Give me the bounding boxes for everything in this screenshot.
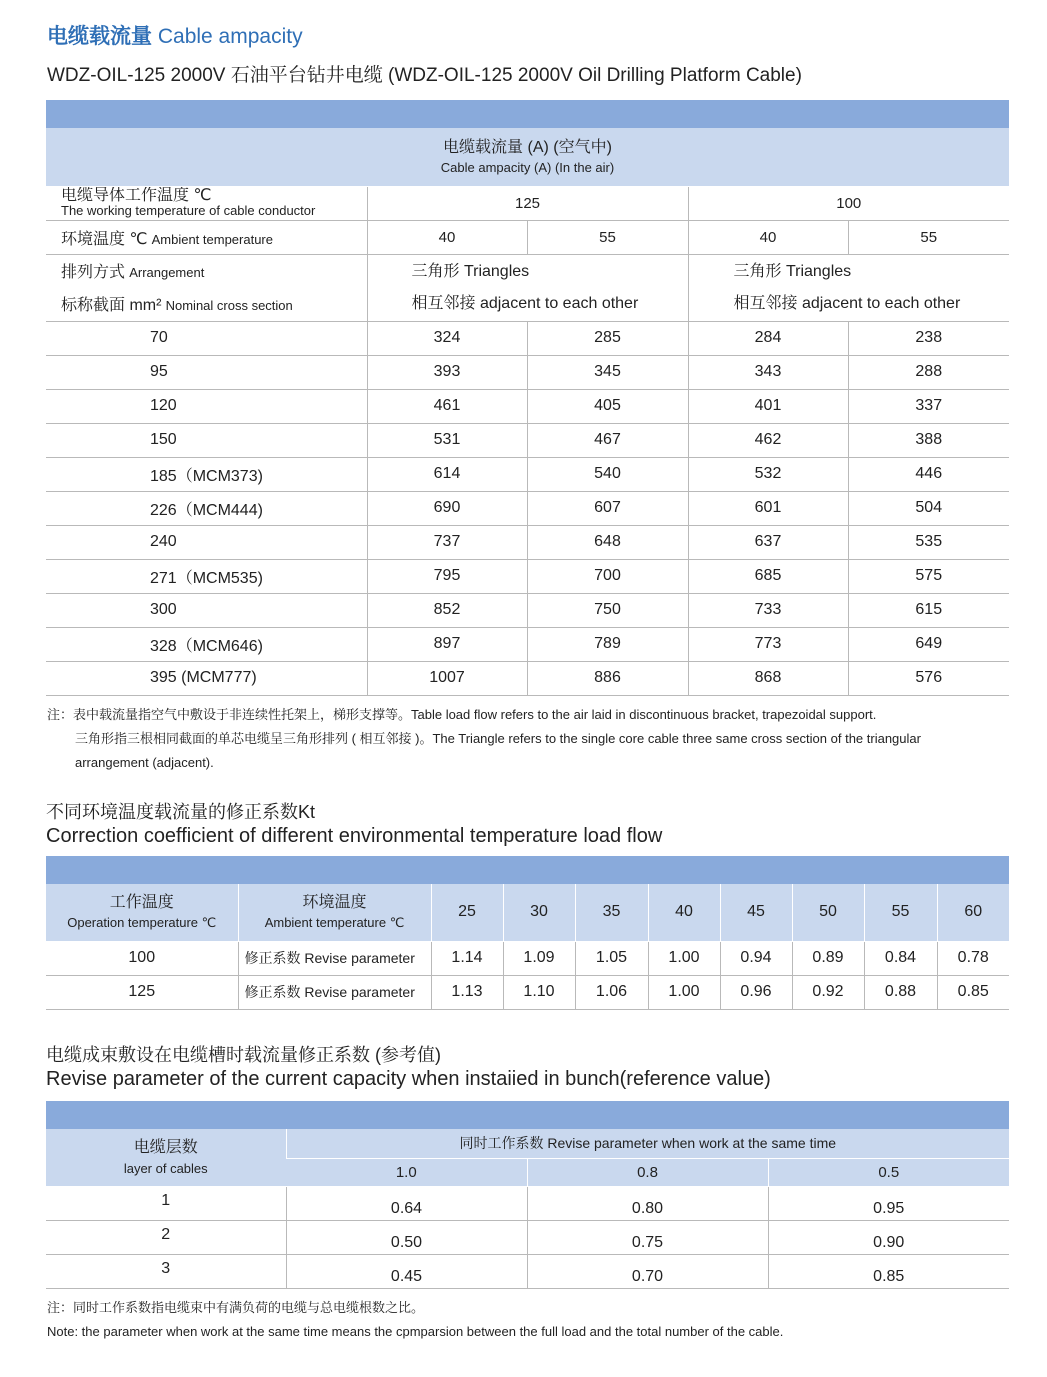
caption-en: Cable ampacity (A) (In the air) [440,159,615,175]
ambient-temp-col: 40 [648,884,720,941]
ampacity-cell: 288 [848,355,1009,389]
ampacity-cell: 789 [527,627,688,661]
ampacity-cell: 601 [688,491,848,525]
ampacity-cell: 535 [848,525,1009,559]
ambient-temp-col: 45 [720,884,792,941]
ambient-temp-col: 30 [503,884,575,941]
table-row [46,389,1009,423]
ampacity-cell: 649 [848,627,1009,661]
cross-section-cell: 120 [46,389,367,423]
correction-value-cell: 0.85 [937,975,1009,1009]
ampacity-cell: 607 [527,491,688,525]
correction-title-cn: 不同环境温度载流量的修正系数Kt [46,802,316,822]
table-row [46,525,1009,559]
arrangement-125 [367,254,688,321]
operation-temp-header [46,884,238,941]
table-row [46,559,1009,593]
correction-table [46,856,1009,1010]
ambient-temp-col: 50 [792,884,864,941]
table-row [46,423,1009,457]
ampacity-cell: 750 [527,593,688,627]
table-row [46,355,1009,389]
cross-section-cn: 标称截面 mm² [61,297,162,315]
title-cn: 电缆载流量 [47,25,152,48]
ampacity-cell: 852 [367,593,527,627]
bunch-note [47,1296,783,1344]
cross-section-cell: 271（MCM535) [46,559,367,593]
correction-title-en: Correction coefficient of different environmental temperature load flow [46,825,663,847]
correction-value-cell: 0.78 [937,941,1009,975]
arrangement-line1: 三角形 Triangles [411,262,530,280]
bunch-value-cell: 0.50 [286,1220,527,1254]
correction-value-cell: 1.14 [431,941,503,975]
ampacity-cell: 575 [848,559,1009,593]
ampacity-cell: 461 [367,389,527,423]
ampacity-cell: 284 [688,321,848,355]
layer-header [46,1129,286,1186]
correction-value-cell: 0.89 [792,941,864,975]
table-band [46,856,1009,884]
temp-125: 125 [367,186,688,220]
correction-value-cell: 0.96 [720,975,792,1009]
bunch-note-cn: 注：同时工作系数指电缆束中有满负荷的电缆与总电缆根数之比。 [47,1300,425,1315]
ambient-temp-col: 55 [864,884,937,941]
ampacity-note [47,703,921,775]
cross-section-en: Nominal cross section [165,298,293,314]
arrangement-line2: 相互邻接 adjacent to each other [411,294,639,312]
ampacity-cell: 773 [688,627,848,661]
table-row [46,321,1009,355]
page-subtitle: WDZ-OIL-125 2000V 石油平台钻井电缆 (WDZ-OIL-125 2000V Oil Drilling Platform Cable) [47,65,802,86]
bunch-value-cell: 0.75 [527,1220,768,1254]
ampacity-caption [46,128,1009,186]
bunch-title-cn: 电缆成束敷设在电缆槽时载流量修正系数 (参考值) [46,1045,441,1065]
operation-temp-cell: 125 [46,975,238,1009]
ampacity-cell: 614 [367,457,527,491]
working-temp-en: The working temperature of cable conductor [61,203,316,218]
revise-parameter-label: 修正系数 Revise parameter [238,941,431,975]
arrangement-100 [688,254,1009,321]
bunch-table [46,1101,1009,1289]
working-temp-label [46,186,367,220]
ampacity-cell: 324 [367,321,527,355]
ampacity-cell: 467 [527,423,688,457]
cross-section-cell: 240 [46,525,367,559]
ambient-cn: 环境温度 ℃ [61,230,148,248]
ampacity-cell: 615 [848,593,1009,627]
cross-section-cell: 395 (MCM777) [46,661,367,695]
ampacity-cell: 868 [688,661,848,695]
working-temp-cn: 电缆导体工作温度 ℃ [61,187,212,204]
ampacity-cell: 388 [848,423,1009,457]
ampacity-cell: 737 [367,525,527,559]
ampacity-cell: 690 [367,491,527,525]
operation-temp-cn: 工作温度 [109,894,174,912]
ambient-value: 40 [367,220,527,254]
ampacity-cell: 504 [848,491,1009,525]
arrangement-en: Arrangement [129,265,205,281]
temp-100: 100 [688,186,1009,220]
bunch-value-cell: 0.80 [527,1186,768,1220]
ambient-temp-col: 60 [937,884,1009,941]
correction-value-cell: 1.00 [648,975,720,1009]
ampacity-cell: 685 [688,559,848,593]
bunch-note-en: Note: the parameter when work at the same time means the cpmparsion between the full load and the total number of the cable. [47,1324,784,1339]
factor-header: 0.5 [768,1158,1009,1186]
bunch-value-cell: 0.85 [768,1254,1009,1288]
cross-section-cell: 185（MCM373) [46,457,367,491]
ampacity-cell: 700 [527,559,688,593]
correction-value-cell: 1.13 [431,975,503,1009]
ampacity-cell: 576 [848,661,1009,695]
ampacity-cell: 405 [527,389,688,423]
ampacity-cell: 401 [688,389,848,423]
ambient-temp-col: 35 [575,884,648,941]
factor-header: 1.0 [286,1158,527,1186]
cross-section-cell: 328（MCM646) [46,627,367,661]
layer-en: layer of cables [123,1161,208,1177]
ampacity-cell: 532 [688,457,848,491]
table-row [46,1220,1009,1254]
ampacity-cell: 540 [527,457,688,491]
correction-value-cell: 0.84 [864,941,937,975]
factor-header: 0.8 [527,1158,768,1186]
layer-cell: 2 [46,1220,286,1254]
correction-value-cell: 1.09 [503,941,575,975]
table-row [46,593,1009,627]
ampacity-cell: 393 [367,355,527,389]
ambient-temp-en: Ambient temperature ℃ [264,915,405,931]
caption-cn: 电缆载流量 (A) (空气中) [443,138,612,156]
ampacity-cell: 637 [688,525,848,559]
operation-temp-cell: 100 [46,941,238,975]
ampacity-cell: 446 [848,457,1009,491]
ambient-value: 55 [527,220,688,254]
correction-value-cell: 0.94 [720,941,792,975]
title-en: Cable ampacity [157,25,303,48]
page-title [47,20,303,50]
table-band [46,1101,1009,1129]
table-row [46,661,1009,695]
note-line: arrangement (adjacent). [75,755,214,770]
cross-section-cell: 150 [46,423,367,457]
ampacity-cell: 648 [527,525,688,559]
operation-temp-en: Operation temperature ℃ [67,915,217,931]
table-row [46,975,1009,1009]
ambient-en: Ambient temperature [151,231,273,247]
arrangement-label [46,254,367,287]
ampacity-cell: 795 [367,559,527,593]
ampacity-cell: 337 [848,389,1009,423]
bunch-value-cell: 0.95 [768,1186,1009,1220]
cross-section-cell: 95 [46,355,367,389]
correction-value-cell: 1.00 [648,941,720,975]
table-band [46,100,1009,128]
bunch-section-title [46,1043,771,1091]
ampacity-cell: 285 [527,321,688,355]
ampacity-cell: 462 [688,423,848,457]
note-line: 三角形指三根相同截面的单芯电缆呈三角形排列 ( 相互邻接 )。The Triangle refers to the single core cable three same cross section of the triangular [75,731,921,746]
layer-cell: 1 [46,1186,286,1220]
ambient-temp-label [46,220,367,254]
cross-section-cell: 226（MCM444) [46,491,367,525]
bunch-value-cell: 0.90 [768,1220,1009,1254]
cross-section-label [46,287,367,321]
ampacity-cell: 1007 [367,661,527,695]
table-row [46,491,1009,525]
ampacity-table [46,100,1009,696]
note-line: 注：表中载流量指空气中敷设于非连续性托架上，梯形支撑等。Table load flow refers to the air laid in discontinuous bracket, trapezoidal support. [47,707,877,722]
bunch-value-cell: 0.64 [286,1186,527,1220]
bunch-value-cell: 0.45 [286,1254,527,1288]
correction-value-cell: 1.06 [575,975,648,1009]
ampacity-cell: 897 [367,627,527,661]
correction-value-cell: 0.92 [792,975,864,1009]
ampacity-cell: 343 [688,355,848,389]
table-row [46,457,1009,491]
layer-cell: 3 [46,1254,286,1288]
bunch-value-cell: 0.70 [527,1254,768,1288]
ambient-temp-cn: 环境温度 [302,894,367,912]
table-row [46,941,1009,975]
layer-cn: 电缆层数 [133,1139,198,1157]
ampacity-cell: 345 [527,355,688,389]
ampacity-cell: 886 [527,661,688,695]
table-row [46,627,1009,661]
ambient-value: 40 [688,220,848,254]
cross-section-cell: 300 [46,593,367,627]
correction-value-cell: 1.10 [503,975,575,1009]
revise-parameter-label: 修正系数 Revise parameter [238,975,431,1009]
arrangement-line2: 相互邻接 adjacent to each other [733,294,961,312]
ambient-temp-col: 25 [431,884,503,941]
bunch-title-en: Revise parameter of the current capacity when instaiied in bunch(reference value) [46,1068,771,1090]
ambient-temp-header [238,884,431,941]
ampacity-cell: 238 [848,321,1009,355]
ampacity-cell: 733 [688,593,848,627]
revise-header: 同时工作系数 Revise parameter when work at the same time [286,1129,1009,1158]
correction-value-cell: 1.05 [575,941,648,975]
arrangement-line1: 三角形 Triangles [733,262,852,280]
table-row [46,1254,1009,1288]
correction-value-cell: 0.88 [864,975,937,1009]
correction-section-title [46,800,662,848]
ampacity-cell: 531 [367,423,527,457]
ambient-value: 55 [848,220,1009,254]
cross-section-cell: 70 [46,321,367,355]
arrangement-cn: 排列方式 [61,264,126,282]
table-row [46,1186,1009,1220]
